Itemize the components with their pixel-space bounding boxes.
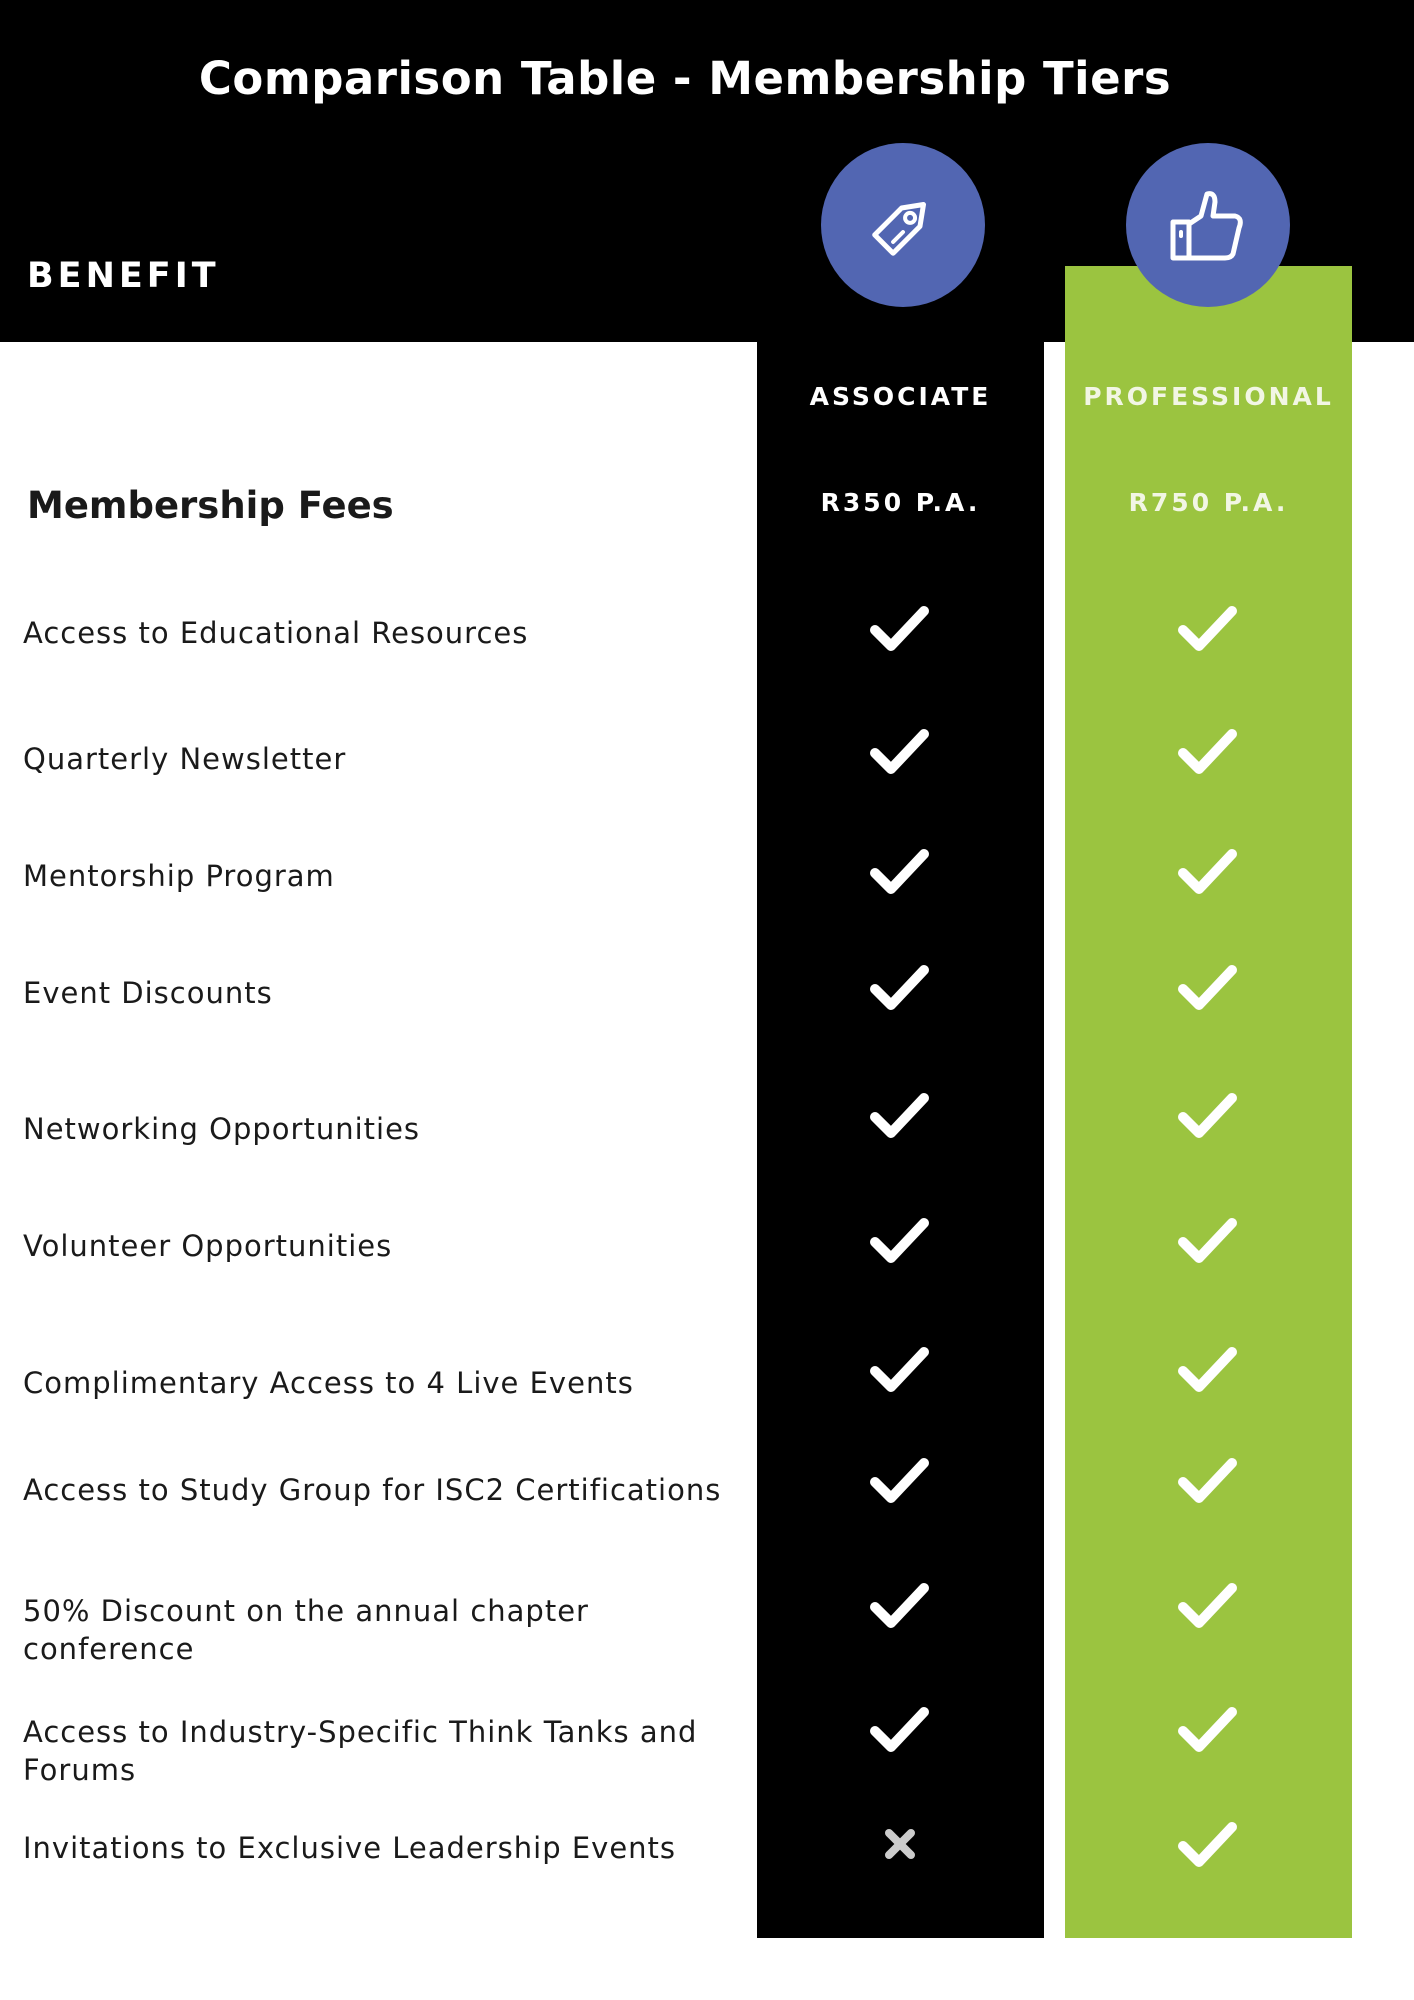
benefit-label: Quarterly Newsletter <box>23 742 347 776</box>
associate-check-icon <box>865 958 935 1018</box>
associate-check-icon <box>865 1700 935 1760</box>
benefit-column-header: BENEFIT <box>27 256 220 296</box>
professional-check-icon <box>1173 599 1243 659</box>
professional-tier-price: R750 P.A. <box>1128 488 1289 517</box>
associate-tier-name: ASSOCIATE <box>809 382 992 411</box>
associate-check-icon <box>865 1086 935 1146</box>
professional-tier-name: PROFESSIONAL <box>1083 382 1334 411</box>
associate-check-icon <box>865 1340 935 1400</box>
thumbs-up-icon <box>1163 180 1253 270</box>
page-title: Comparison Table - Membership Tiers <box>198 52 1172 105</box>
professional-check-icon <box>1173 1576 1243 1636</box>
benefit-label: Networking Opportunities <box>23 1112 421 1146</box>
professional-check-icon <box>1173 1815 1243 1875</box>
benefit-label: Volunteer Opportunities <box>23 1229 393 1263</box>
benefit-label: Access to Study Group for ISC2 Certifications <box>23 1473 722 1507</box>
benefit-label: 50% Discount on the annual chapter conference <box>23 1594 589 1666</box>
associate-check-icon <box>865 1211 935 1271</box>
professional-check-icon <box>1173 1340 1243 1400</box>
associate-check-icon <box>865 1451 935 1511</box>
associate-cross-icon <box>865 1815 935 1875</box>
associate-check-icon <box>865 722 935 782</box>
professional-check-icon <box>1173 1211 1243 1271</box>
benefit-label: Invitations to Exclusive Leadership Events <box>23 1831 677 1865</box>
membership-fees-label: Membership Fees <box>27 484 394 527</box>
professional-check-icon <box>1173 842 1243 902</box>
associate-check-icon <box>865 1576 935 1636</box>
professional-check-icon <box>1173 1451 1243 1511</box>
associate-tier-badge <box>821 143 985 307</box>
associate-tier-price: R350 P.A. <box>820 488 981 517</box>
benefit-label: Mentorship Program <box>23 859 335 893</box>
benefit-label: Event Discounts <box>23 976 273 1010</box>
benefit-label: Access to Educational Resources <box>23 616 529 650</box>
associate-check-icon <box>865 599 935 659</box>
professional-check-icon <box>1173 1700 1243 1760</box>
professional-tier-badge <box>1126 143 1290 307</box>
price-tag-icon <box>858 180 948 270</box>
benefit-label: Complimentary Access to 4 Live Events <box>23 1366 634 1400</box>
professional-check-icon <box>1173 722 1243 782</box>
professional-check-icon <box>1173 958 1243 1018</box>
benefit-label: Access to Industry-Specific Think Tanks and Forums <box>23 1715 698 1787</box>
professional-check-icon <box>1173 1086 1243 1146</box>
associate-check-icon <box>865 842 935 902</box>
